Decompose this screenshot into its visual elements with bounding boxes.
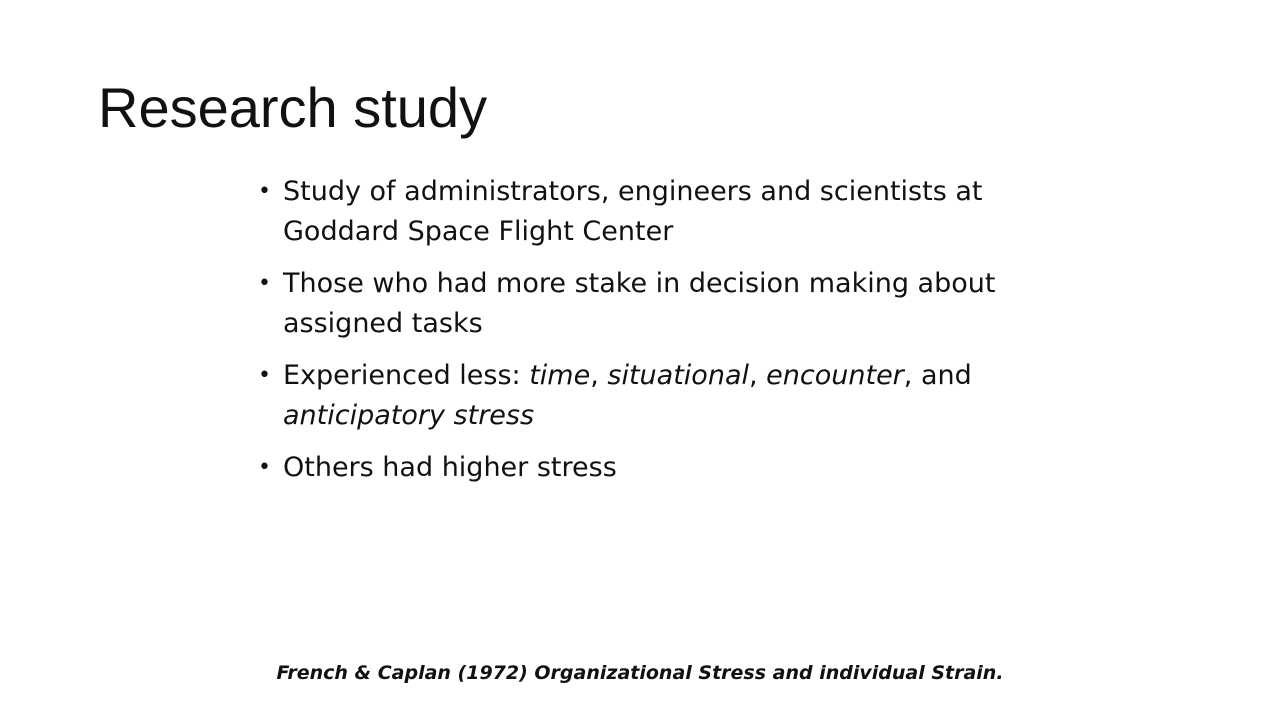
bullet-item — [256, 448, 1096, 488]
bullet-text-segment-italic: anticipatory stress — [283, 400, 535, 431]
bullet-list — [256, 172, 1096, 500]
bullet-dot-icon: • — [258, 455, 271, 480]
bullet-text-segment: Study of administrators, engineers and scientists at Goddard Space Flight Center — [283, 176, 983, 247]
bullet-text-segment-italic: time — [529, 360, 591, 391]
bullet-text-segment: Those who had more stake in decision making about assigned tasks — [283, 268, 996, 339]
bullet-text-segment: Experienced less: — [283, 360, 530, 391]
bullet-item — [256, 356, 1096, 436]
bullet-item — [256, 264, 1096, 344]
bullet-dot-icon: • — [258, 363, 271, 388]
bullet-text-segment: , — [590, 360, 608, 391]
citation: French & Caplan (1972) Organizational Stress and individual Strain. — [276, 662, 1004, 684]
bullet-dot-icon: • — [258, 179, 271, 204]
bullet-text-segment: , and — [903, 360, 972, 391]
bullet-text-segment-italic: situational — [607, 360, 749, 391]
bullet-text-segment-italic: encounter — [766, 360, 904, 391]
bullet-text-segment: , — [749, 360, 767, 391]
bullet-item — [256, 172, 1096, 252]
bullet-dot-icon: • — [258, 271, 271, 296]
slide-title: Research study — [98, 76, 488, 139]
bullet-text-segment: Others had higher stress — [283, 452, 617, 483]
